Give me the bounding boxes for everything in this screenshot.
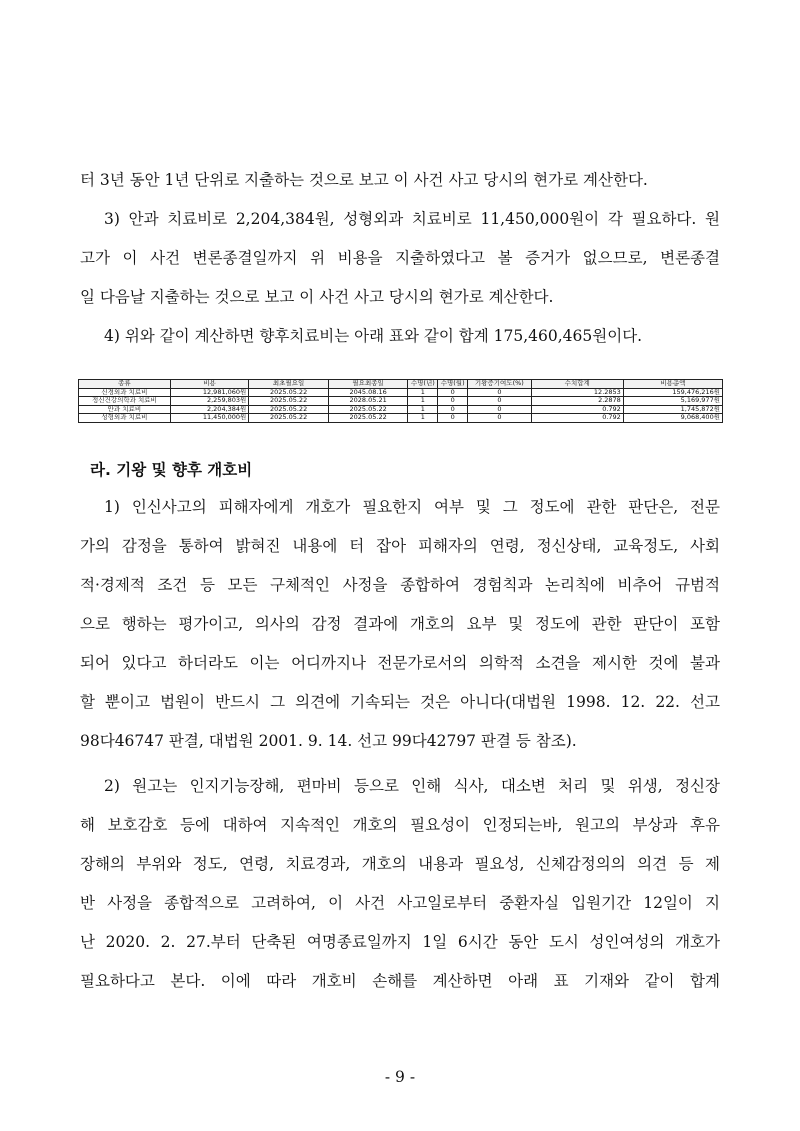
paragraph-line: 일 다음날 지출하는 것으로 보고 이 사건 사고 당시의 현가로 계산한다. (80, 288, 554, 306)
table-cell: 2025.05.22 (249, 388, 329, 397)
table-cell: 1 (408, 405, 438, 414)
table-cell: 9,068,400원 (623, 414, 722, 423)
table-cell: 0 (468, 405, 532, 414)
table-cell: 11,450,000원 (170, 414, 249, 423)
treatment-cost-table (78, 379, 723, 423)
table-cell: 0.792 (531, 414, 623, 423)
paragraph-line: 98다46747 판결, 대법원 2001. 9. 14. 선고 99다42797 판결 등 참조). (80, 732, 577, 750)
table-cell: 0 (438, 414, 468, 423)
table-header-cell: 비용총액 (623, 380, 722, 389)
paragraph-line: 적·경제적 조건 등 모든 구체적인 사정을 종합하여 경험칙과 논리칙에 비추어 규범적 (80, 576, 720, 594)
table-cell: 성형외과 치료비 (79, 414, 171, 423)
table-cell: 2025.05.22 (328, 414, 408, 423)
table-cell: 159,476,216원 (623, 388, 722, 397)
table-row (79, 397, 723, 406)
table-cell: 0.792 (531, 405, 623, 414)
table-cell: 0 (438, 405, 468, 414)
paragraph-line: 으로 행하는 평가이고, 의사의 감정 결과에 개호의 요부 및 정도에 관한 판단이 포함 (80, 615, 720, 633)
table-cell: 0 (438, 397, 468, 406)
table-cell: 1 (408, 414, 438, 423)
paragraph-line: 난 2020. 2. 27.부터 단축된 여명종료일까지 1일 6시간 동안 도시 성인여성의 개호가 (80, 933, 720, 951)
table-cell: 12,981,060원 (170, 388, 249, 397)
table-cell: 5,169,977원 (623, 397, 722, 406)
table-cell: 2025.05.22 (249, 397, 329, 406)
page-number: - 9 - (384, 1068, 416, 1086)
paragraph-line: 2) 원고는 인지기능장해, 편마비 등으로 인해 식사, 대소변 처리 및 위생, 정신장 (104, 777, 720, 795)
table-header-cell: 비용 (170, 380, 249, 389)
table-cell: 신경외과 치료비 (79, 388, 171, 397)
table-header-cell: 수명(월) (438, 380, 468, 389)
table-row (79, 414, 723, 423)
table-header-cell: 수치합계 (531, 380, 623, 389)
table-cell: 0 (468, 388, 532, 397)
paragraph-line: 할 뿐이고 법원이 반드시 그 의견에 기속되는 것은 아니다(대법원 1998. 12. 22. 선고 (80, 693, 720, 711)
table-row (79, 388, 723, 397)
table-header-row (79, 380, 723, 389)
table-cell: 2025.05.22 (249, 405, 329, 414)
table-cell: 2025.05.22 (328, 405, 408, 414)
table-row (79, 405, 723, 414)
table-header-cell: 종류 (79, 380, 171, 389)
paragraph-line: 필요하다고 본다. 이에 따라 개호비 손해를 계산하면 아래 표 기재와 같이 합계 (80, 972, 720, 990)
paragraph-line: 반 사정을 종합적으로 고려하여, 이 사건 사고일로부터 중환자실 입원기간 12일이 지 (80, 894, 720, 912)
paragraph-line: 3) 안과 치료비로 2,204,384원, 성형외과 치료비로 11,450,000원이 각 필요하다. 원 (104, 210, 720, 228)
table-cell: 0 (468, 414, 532, 423)
table-cell: 12.2853 (531, 388, 623, 397)
table-cell: 2025.05.22 (249, 414, 329, 423)
table-cell: 0 (468, 397, 532, 406)
paragraph-line: 터 3년 동안 1년 단위로 지출하는 것으로 보고 이 사건 사고 당시의 현가로 계산한다. (80, 171, 648, 189)
table-cell: 2.2878 (531, 397, 623, 406)
table-cell: 0 (438, 388, 468, 397)
paragraph-line: 고가 이 사건 변론종결일까지 위 비용을 지출하였다고 볼 증거가 없으므로, 변론종결 (80, 249, 720, 267)
table-cell: 2045.08.16 (328, 388, 408, 397)
table-cell: 2,204,384원 (170, 405, 249, 414)
table-cell: 1 (408, 397, 438, 406)
table-cell: 1,745,872원 (623, 405, 722, 414)
table-cell: 2,259,803원 (170, 397, 249, 406)
paragraph-line: 해 보호감호 등에 대하여 지속적인 개호의 필요성이 인정되는바, 원고의 부상과 후유 (80, 816, 720, 834)
table-header-cell: 수명(년) (408, 380, 438, 389)
table-header-cell: 최초필요일 (249, 380, 329, 389)
paragraph-line: 되어 있다고 하더라도 이는 어디까지나 전문가로서의 의학적 소견을 제시한 것에 불과 (80, 654, 720, 672)
table-cell: 2028.05.21 (328, 397, 408, 406)
section-heading: 라. 기왕 및 향후 개호비 (90, 461, 253, 479)
table-cell: 1 (408, 388, 438, 397)
paragraph-line: 가의 감정을 통하여 밝혀진 내용에 터 잡아 피해자의 연령, 정신상태, 교육정도, 사회 (80, 537, 720, 555)
table-cell: 안과 치료비 (79, 405, 171, 414)
paragraph-line: 1) 인신사고의 피해자에게 개호가 필요한지 여부 및 그 정도에 관한 판단은, 전문 (104, 498, 720, 516)
paragraph-line: 4) 위와 같이 계산하면 향후치료비는 아래 표와 같이 합계 175,460,465원이다. (104, 327, 643, 345)
table-header-cell: 필요최종일 (328, 380, 408, 389)
paragraph-line: 장해의 부위와 정도, 연령, 치료경과, 개호의 내용과 필요성, 신체감정의의 의견 등 제 (80, 855, 720, 873)
table-header-cell: 기왕증기여도(%) (468, 380, 532, 389)
table-cell: 정신건강의학과 치료비 (79, 397, 171, 406)
